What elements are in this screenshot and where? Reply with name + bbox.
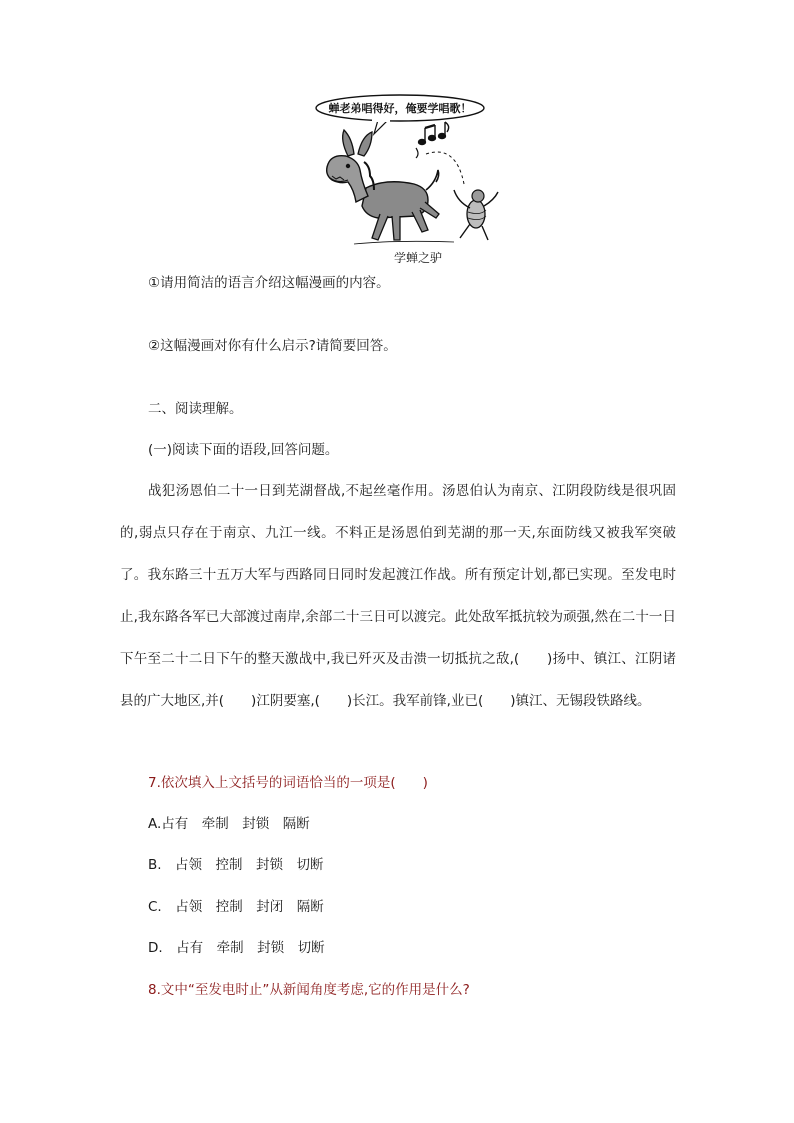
- question-8-stem: 8.文中“至发电时止”从新闻角度考虑,它的作用是什么?: [148, 982, 470, 998]
- option-b: B. 占领 控制 封锁 切断: [148, 857, 324, 873]
- option-d: D. 占有 牵制 封锁 切断: [148, 940, 325, 956]
- cartoon-caption: 学蝉之驴: [394, 251, 443, 265]
- option-a: A.占有 牵制 封锁 隔断: [148, 816, 310, 832]
- donkey-cicada-drawing: [308, 92, 508, 262]
- question-7-stem: 7.依次填入上文括号的词语恰当的一项是( ): [148, 775, 428, 791]
- reading-passage: 战犯汤恩伯二十一日到芜湖督战,不起丝毫作用。汤恩伯认为南京、江阴段防线是很巩固的,弱点只存在于南京、九江一线。不料正是汤恩伯到芜湖的那一天,东面防线又被我军突破了。我东路三十五万大军与西路同日同时发起渡江作战。所有预定计划,都已实现。至发电时止,我东路各军已大部渡过南岸,余部二十三日可以渡完。此处敌军抵抗较为顽强,然在二十一日下午至二十二日下午的整天激战中,我已歼灭及击溃一切抵抗之敌,( )扬中、镇江、江阴诸县的广大地区,并( )江阴要塞,( )长江。我军前锋,业已( )镇江、无锡段铁路线。: [120, 483, 676, 709]
- section-subheading: (一)阅读下面的语段,回答问题。: [148, 442, 339, 458]
- section-heading: 二、阅读理解。: [148, 401, 243, 417]
- cartoon-illustration: [308, 92, 508, 262]
- option-c: C. 占领 控制 封闭 隔断: [148, 899, 324, 915]
- question-2: ②这幅漫画对你有什么启示?请简要回答。: [148, 338, 397, 354]
- question-1: ①请用简洁的语言介绍这幅漫画的内容。: [148, 275, 390, 291]
- speech-bubble-text: 蝉老弟唱得好，俺要学唱歌！: [328, 102, 472, 115]
